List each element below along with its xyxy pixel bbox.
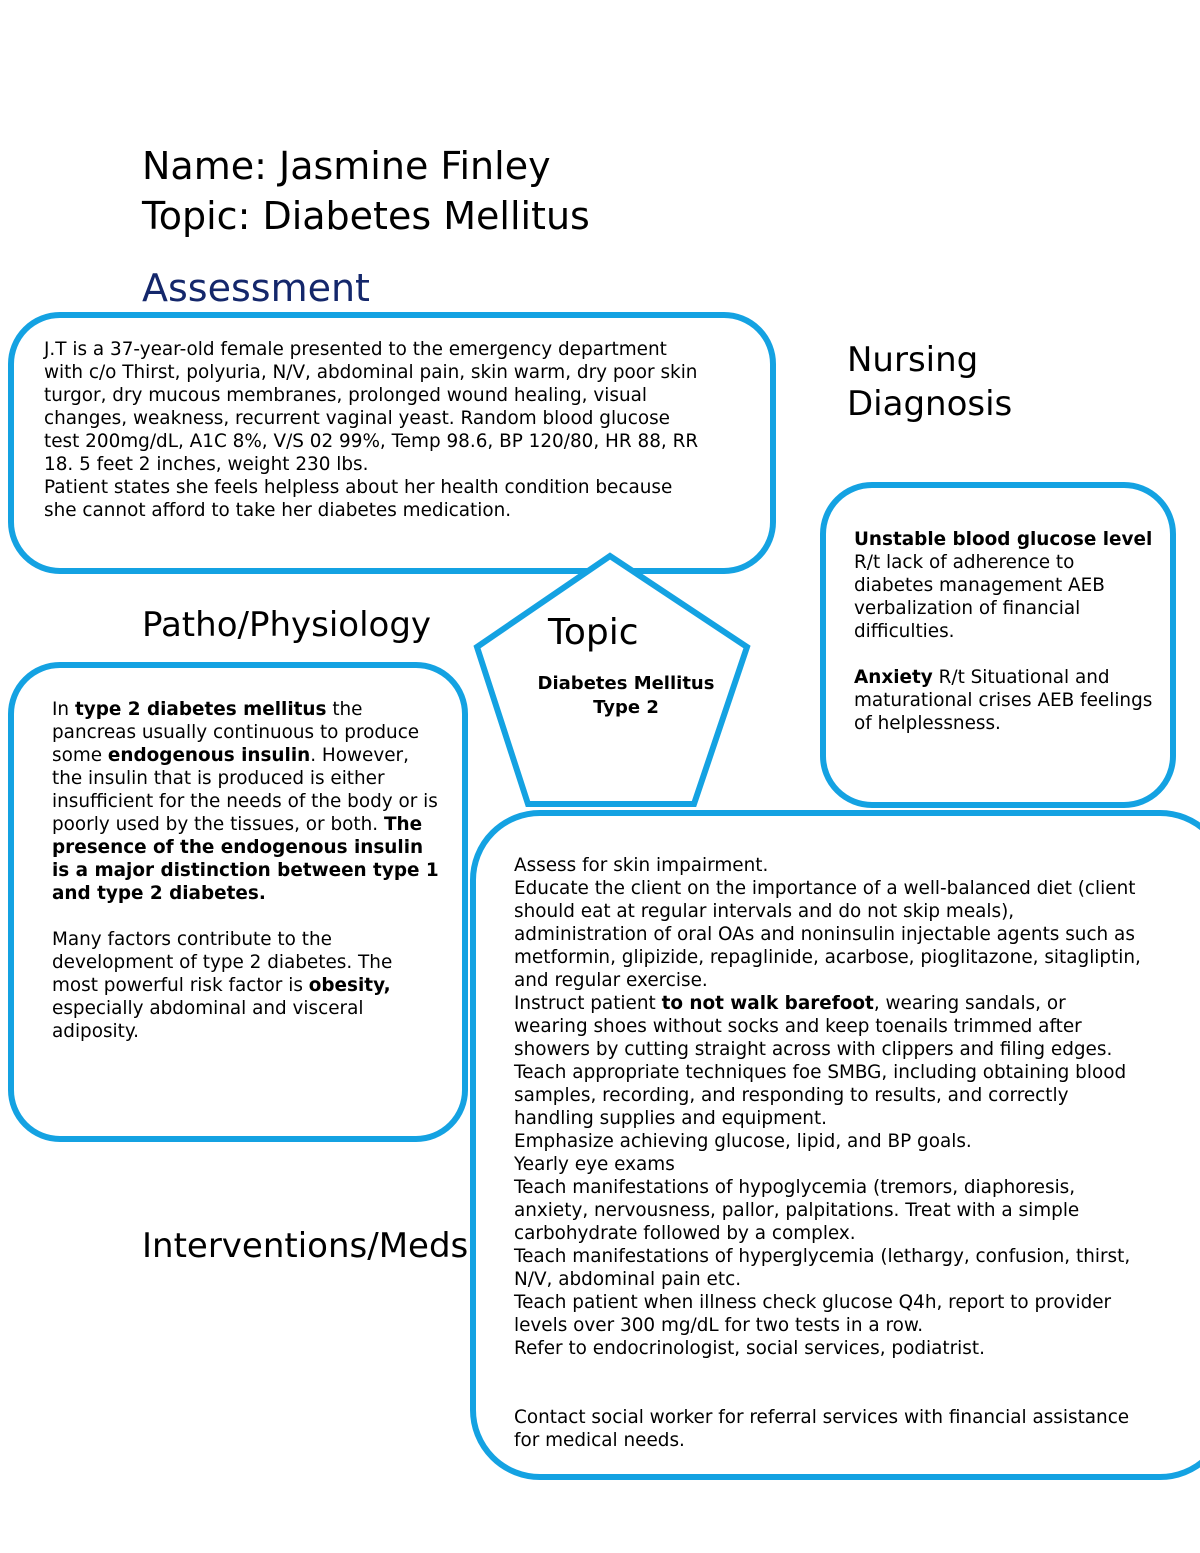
- intervention-line: wearing shoes without socks and keep toenails trimmed after: [514, 1016, 1082, 1037]
- nursing-diagnosis-title: [847, 338, 1012, 426]
- assessment-line: J.T is a 37-year-old female presented to the emergency department: [44, 339, 667, 360]
- intervention-text-span: , wearing sandals, or: [873, 993, 1066, 1014]
- patho-bold-span: endogenous insulin: [107, 745, 311, 766]
- intervention-line: Teach patient when illness check glucose Q4h, report to provider: [514, 1292, 1112, 1313]
- patho-text-span: Many factors contribute to the development of type 2 diabetes. The most powerful risk factor is: [52, 929, 393, 996]
- patho-title: Patho/Physiology: [142, 605, 432, 645]
- interventions-text: [514, 854, 1194, 1452]
- intervention-line: Emphasize achieving glucose, lipid, and BP goals.: [514, 1131, 972, 1152]
- intervention-line: Contact social worker for referral services with financial assistance: [514, 1407, 1130, 1428]
- intervention-text-span: Instruct patient: [514, 993, 662, 1014]
- patho-text-span: In: [52, 699, 75, 720]
- assessment-text: [44, 338, 764, 522]
- nursing-diagnosis-text: [854, 528, 1154, 735]
- intervention-line: for medical needs.: [514, 1430, 685, 1451]
- intervention-line: administration of oral OAs and noninsulin injectable agents such as: [514, 924, 1135, 945]
- topic-subtitle-line: Type 2: [593, 697, 659, 718]
- assessment-title: Assessment: [142, 266, 370, 310]
- intervention-line: Teach appropriate techniques foe SMBG, including obtaining blood: [514, 1062, 1127, 1083]
- topic-label: Topic: [548, 612, 639, 653]
- student-name: Name: Jasmine Finley: [142, 144, 551, 188]
- patho-paragraph-2: [52, 928, 442, 1043]
- assessment-line: she cannot afford to take her diabetes medication.: [44, 500, 512, 521]
- intervention-line: handling supplies and equipment.: [514, 1108, 828, 1129]
- patho-text-span: the pancreas usually continuous to produce some: [52, 699, 420, 766]
- intervention-line: metformin, glipizide, repaglinide, acarbose, pioglitazone, sitagliptin,: [514, 947, 1141, 968]
- intervention-line: Educate the client on the importance of a well-balanced diet (client: [514, 878, 1136, 899]
- interventions-title: Interventions/Meds: [142, 1226, 469, 1266]
- patho-text: [52, 698, 442, 1043]
- intervention-line: showers by cutting straight across with clippers and filing edges.: [514, 1039, 1113, 1060]
- patho-bold-span: type 2 diabetes mellitus: [74, 699, 327, 720]
- diagnosis-2-bold: Anxiety: [854, 667, 933, 688]
- topic-subtitle-line: Diabetes Mellitus: [537, 673, 715, 694]
- diagnosis-1-text: R/t lack of adherence to diabetes management AEB verbalization of financial difficulties.: [854, 552, 1105, 642]
- patho-text-span: especially abdominal and visceral adiposity.: [52, 998, 364, 1042]
- intervention-line: should eat at regular intervals and do not skip meals),: [514, 901, 1015, 922]
- assessment-line: turgor, dry mucous membranes, prolonged wound healing, visual: [44, 385, 647, 406]
- intervention-line: [514, 992, 1194, 1015]
- assessment-line: Patient states she feels helpless about her health condition because: [44, 477, 673, 498]
- intervention-line: N/V, abdominal pain etc.: [514, 1269, 742, 1290]
- diagnosis-2-text: R/t Situational and maturational crises AEB feelings of helplessness.: [854, 667, 1153, 734]
- nursing-diagnosis-title-line: Diagnosis: [847, 384, 1013, 424]
- assessment-line: 18. 5 feet 2 inches, weight 230 lbs.: [44, 454, 369, 475]
- intervention-line: and regular exercise.: [514, 970, 708, 991]
- intervention-line: Teach manifestations of hypoglycemia (tremors, diaphoresis,: [514, 1177, 1076, 1198]
- nursing-diagnosis-title-line: Nursing: [847, 340, 979, 380]
- assessment-line: with c/o Thirst, polyuria, N/V, abdominal pain, skin warm, dry poor skin: [44, 362, 698, 383]
- intervention-line: Yearly eye exams: [514, 1154, 675, 1175]
- nursing-diagnosis-box: [820, 482, 1176, 808]
- intervention-bold-span: to not walk barefoot: [661, 993, 874, 1014]
- intervention-line: carbohydrate followed by a complex.: [514, 1223, 856, 1244]
- assessment-line: changes, weakness, recurrent vaginal yeast. Random blood glucose: [44, 408, 670, 429]
- diagnosis-1-bold: Unstable blood glucose level: [854, 529, 1153, 550]
- interventions-box: [470, 810, 1200, 1480]
- patho-text-span: . However, the insulin that is produced is either insufficient for the needs of the body or is poorly used by the tissues, or both.: [52, 745, 438, 835]
- intervention-line: Assess for skin impairment.: [514, 855, 769, 876]
- intervention-line: anxiety, nervousness, pallor, palpitations. Treat with a simple: [514, 1200, 1080, 1221]
- topic-heading: Topic: Diabetes Mellitus: [142, 194, 590, 238]
- patho-bold-span: obesity,: [308, 975, 391, 996]
- patho-box: [8, 662, 468, 1142]
- intervention-line: levels over 300 mg/dL for two tests in a row.: [514, 1315, 924, 1336]
- assessment-line: test 200mg/dL, A1C 8%, V/S 02 99%, Temp 98.6, BP 120/80, HR 88, RR: [44, 431, 699, 452]
- patho-bold-span: The presence of the endogenous insulin is a major distinction between type 1 and type 2 diabetes.: [52, 814, 439, 904]
- intervention-line: Teach manifestations of hyperglycemia (lethargy, confusion, thirst,: [514, 1246, 1131, 1267]
- topic-subtitle: [520, 672, 732, 720]
- intervention-line: samples, recording, and responding to results, and correctly: [514, 1085, 1069, 1106]
- patho-paragraph-1: [52, 698, 442, 905]
- intervention-line: Refer to endocrinologist, social services, podiatrist.: [514, 1338, 985, 1359]
- assessment-box: [8, 312, 776, 574]
- diagnosis-1: [854, 528, 1154, 643]
- diagnosis-2: [854, 666, 1154, 735]
